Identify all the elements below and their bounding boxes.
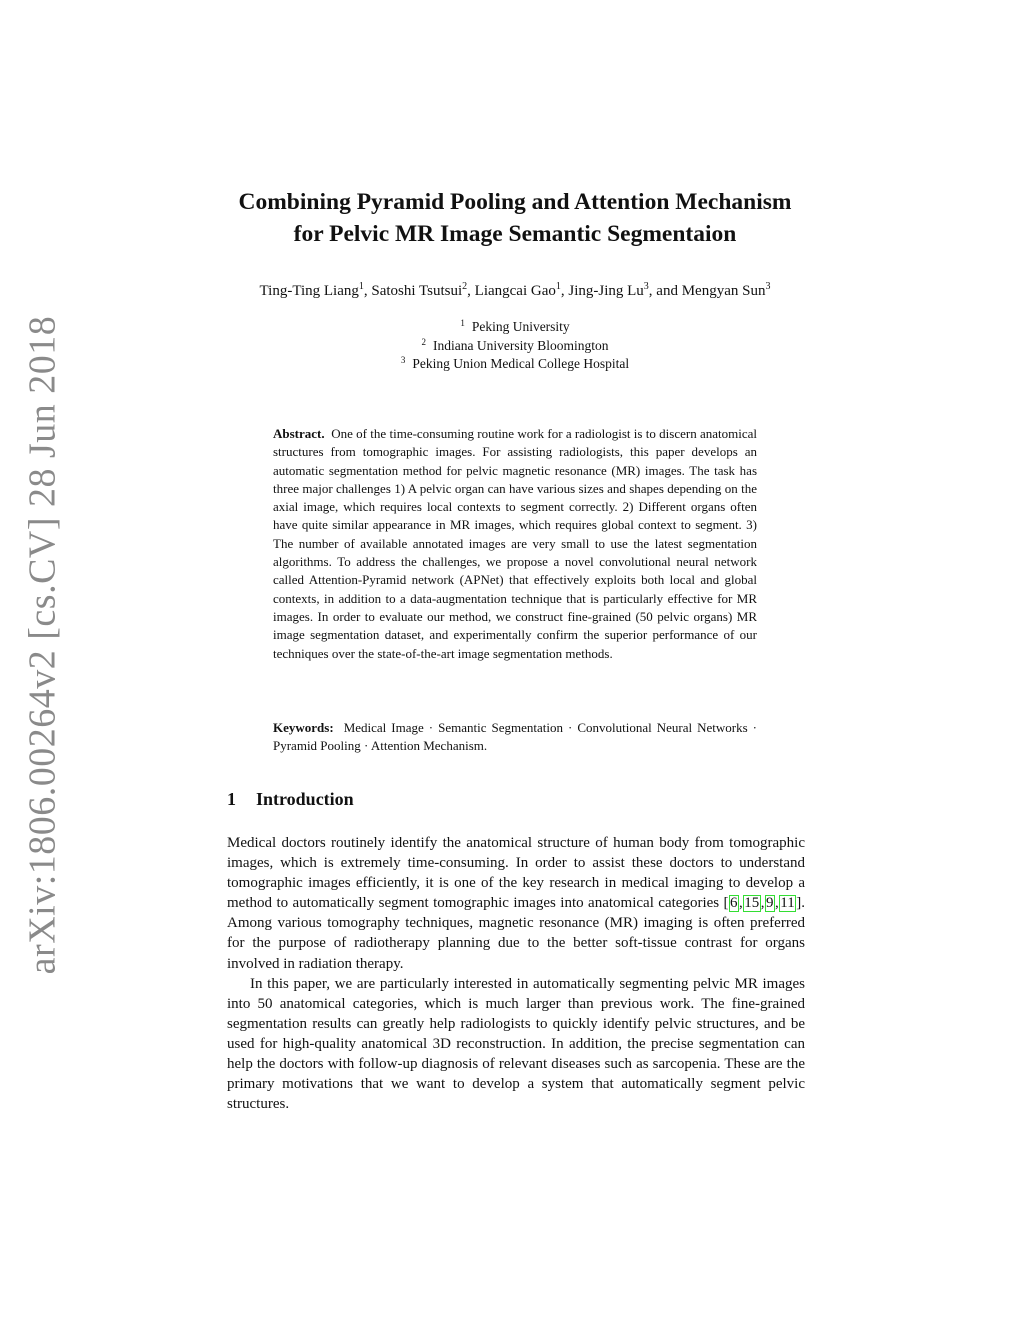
intro-paragraph-2: In this paper, we are particularly interested in automatically segmenting pelvic MR images into 50 anatomical categories, which is much larger than previous work. The fine-grained segmentation results can greatly help radiologists to quickly identify pelvic structures, and be used for high-quality anatomical 3D reconstruction. In addition, the precise segmentation can help the doctors with follow-up diagnosis of relevant diseases such as sarcopenia. These are the primary motivations that we want to develop a system that automatically segment pelvic structures. (227, 975, 805, 1113)
author-name: Jing-Jing Lu (568, 283, 644, 299)
section-number: 1 (227, 789, 236, 809)
author-affil-mark: 1 (358, 281, 364, 292)
citation-link[interactable]: 11 (780, 895, 795, 912)
author-separator: , and (648, 283, 682, 299)
abstract (273, 425, 757, 663)
author-affil-mark: 3 (765, 281, 771, 292)
section-heading (227, 789, 354, 810)
arxiv-stamp (12, 315, 72, 975)
intro-p1-before: Medical doctors routinely identify the anatomical structure of human body from tomographic images, which is extremely time-consuming. In order to assist these doctors to understand tomographic images efficiently, it is one of the key research in medical imaging to develop a method to automatically segment tomographic images into anatomical categories [ (227, 835, 805, 912)
author-name: Satoshi Tsutsui (371, 283, 463, 299)
author-separator: , (363, 283, 372, 299)
author-affil-mark: 3 (643, 281, 649, 292)
section-title: Introduction (256, 789, 354, 809)
author-name: Mengyan Sun (681, 283, 766, 299)
affiliation-name: Indiana University Bloomington (433, 337, 609, 353)
affiliation-name: Peking Union Medical College Hospital (412, 356, 630, 371)
abstract-label: Abstract. (273, 426, 325, 441)
keywords-label: Keywords: (273, 720, 334, 735)
intro-body (227, 833, 805, 1114)
title-line-2: for Pelvic MR Image Semantic Segmentaion (293, 221, 737, 247)
author-separator: , (560, 283, 569, 299)
title-line-1: Combining Pyramid Pooling and Attention Mechanism (238, 189, 792, 215)
intro-paragraph-1: Medical doctors routinely identify the anatomical structure of human body from tomographic images, which is extremely time-consuming. In order to assist these doctors to understand tomographic images efficiently, it is one of the key research in medical imaging to develop a method to automatically segment tomographic images into anatomical categories [ 6 , 15 , 9 , 11 ]. Among various tomography techniques, magnetic resonance (MR) imaging is often preferred for the purpose of radiotherapy planning due to the better soft-tissue contrast for organs involved in radiation therapy. (227, 835, 805, 972)
affiliation-number: 1 (460, 318, 465, 328)
citation-link[interactable]: 6 (730, 895, 738, 912)
affiliation (300, 318, 730, 337)
author-affil-mark: 1 (555, 281, 561, 292)
arxiv-stamp-text: arXiv:1806.00264v2 [cs.CV] 28 Jun 2018 (21, 315, 63, 975)
affiliation-number: 3 (400, 355, 406, 365)
citation-link[interactable]: 15 (744, 895, 760, 912)
author-name: Liangcai Gao (474, 283, 556, 299)
citation-link[interactable]: 9 (766, 895, 774, 912)
affiliation-name: Peking University (471, 319, 570, 334)
abstract-text: One of the time-consuming routine work for a radiologist is to discern anatomical structures from tomographic images. For assisting radiologists, this paper develops an automatic segmentation method for pelvic magnetic resonance (MR) images. The task has three major challenges 1) A pelvic organ can have various sizes and shapes depending on the axial image, which requires local contexts to segment correctly. 2) Different organs often have quite similar appearance in MR images, which requires global context to segment. 3) The number of available annotated images are very small to use the latest segmentation algorithms. To address the challenges, we propose a novel convolutional neural network called Attention-Pyramid network (APNet) that effectively exploits both local and global contexts, in addition to a data-augmentation technique that is particularly effective for MR images. In order to evaluate our method, we construct fine-grained (50 pelvic organs) MR image segmentation dataset, and experimentally confirm the superior performance of our techniques over the state-of-the-art image segmentation methods. (273, 426, 758, 661)
author-separator: , (467, 283, 475, 299)
author-name: Ting-Ting Liang (259, 283, 359, 299)
intro-p1-after: ]. Among various tomography techniques, magnetic resonance (MR) imaging is often preferred for the purpose of radiotherapy planning due to the better soft-tissue contrast for organs involved in radiation therapy. (227, 895, 805, 972)
affiliation-list (300, 318, 730, 374)
affiliation-number: 2 (421, 336, 426, 347)
affiliation (300, 355, 730, 374)
paper-title (160, 186, 870, 250)
author-affil-mark: 2 (462, 281, 468, 292)
keywords-text: Medical Image · Semantic Segmentation · Convolutional Neural Networks · Pyramid Pooling · Attention Mechanism. (273, 720, 758, 754)
keywords (273, 719, 757, 756)
author-list (160, 283, 870, 300)
affiliation (300, 337, 730, 356)
